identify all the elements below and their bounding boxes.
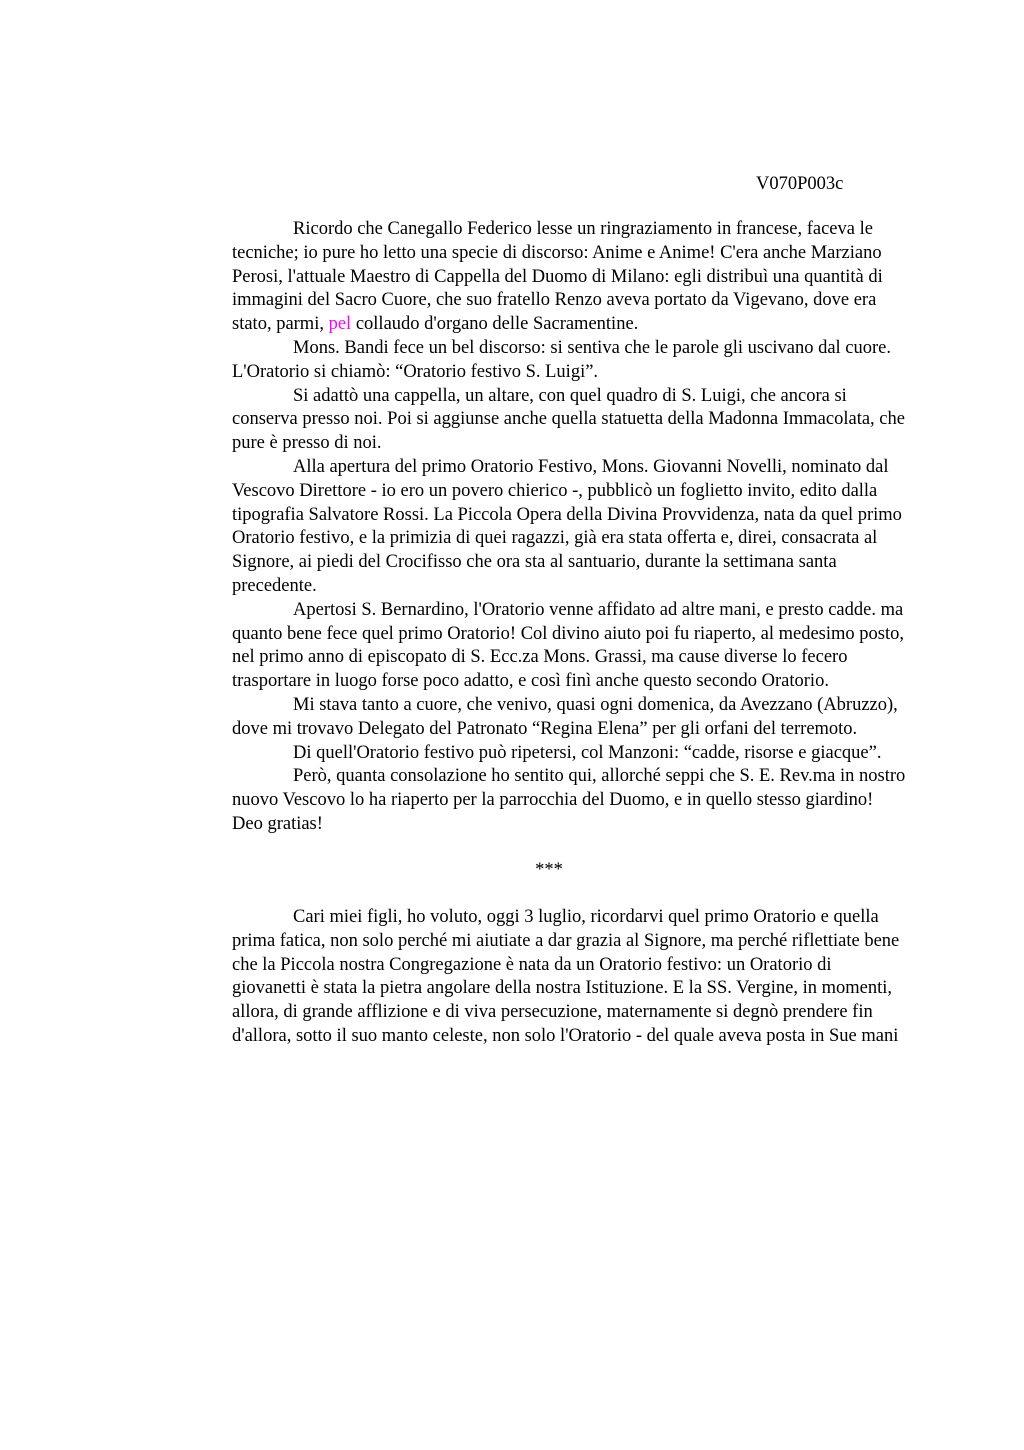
paragraph-2 — [171, 337, 931, 385]
text-line: precedente. — [232, 575, 317, 596]
text-line: tecniche; io pure ho letto una specie di discorso: Anime e Anime! C'era anche Marziano — [232, 242, 882, 263]
paragraph-5 — [171, 599, 931, 694]
text-line: trasportare in luogo forse poco adatto, e così finì anche questo secondo Oratorio. — [232, 671, 829, 692]
text-line: prima fatica, non solo perché mi aiutiate a dar grazia al Signore, ma perché riflettiate bene — [232, 930, 900, 951]
paragraph-4 — [171, 456, 931, 599]
text-line: nuovo Vescovo lo ha riaperto per la parrocchia del Duomo, e in quello stesso giardino! — [232, 790, 874, 811]
text-line: Cari miei figli, ho voluto, oggi 3 luglio, ricordarvi quel primo Oratorio e quella — [293, 907, 879, 927]
text-line: Signore, ai piedi del Crocifisso che ora sta al santuario, durante la settimana santa — [232, 552, 837, 573]
paragraph-3 — [171, 385, 931, 456]
text-block-main — [171, 218, 931, 837]
text-line: Vescovo Direttore - io ero un povero chierico -, pubblicò un foglietto invito, edito dalla — [232, 480, 878, 501]
text-line: d'allora, sotto il suo manto celeste, non solo l'Oratorio - del quale aveva posta in Sue mani — [232, 1025, 899, 1046]
text-line: Di quell'Oratorio festivo può ripetersi, col Manzoni: “cadde, risorse e giacque”. — [293, 742, 882, 763]
section-separator: *** — [535, 860, 563, 880]
text-line: tipografia Salvatore Rossi. La Piccola Opera della Divina Provvidenza, nata da quel primo — [232, 504, 902, 525]
text-line: Perosi, l'attuale Maestro di Cappella del Duomo di Milano: egli distribuì una quantità di — [232, 266, 883, 287]
text-line: giovanetti è stata la pietra angolare della nostra Istituzione. E la SS. Vergine, in momenti, — [232, 978, 893, 999]
text-line: che la Piccola nostra Congregazione è nata da un Oratorio festivo: un Oratorio di — [232, 954, 832, 975]
text-block-closing — [171, 906, 931, 1049]
text-line: nel primo anno di episcopato di S. Ecc.za Mons. Grassi, ma cause diverse lo fecero — [232, 647, 848, 668]
paragraph-6 — [171, 694, 931, 742]
text-line: L'Oratorio si chiamò: “Oratorio festivo S. Luigi”. — [232, 361, 599, 382]
text-line: Ricordo che Canegallo Federico lesse un ringraziamento in francese, faceva le — [293, 219, 873, 239]
text-line — [171, 313, 931, 337]
text-line: Però, quanta consolazione ho sentito qui, allorché seppi che S. E. Rev.ma in nostro — [293, 766, 906, 787]
paragraph-1 — [171, 218, 931, 337]
paragraph-7 — [171, 742, 931, 766]
highlighted-word: pel — [328, 314, 352, 335]
text-line: allora, di grande afflizione e di viva persecuzione, maternamente si degnò prendere fin — [232, 1002, 873, 1023]
text-line: Alla apertura del primo Oratorio Festivo, Mons. Giovanni Novelli, nominato dal — [293, 456, 889, 477]
paragraph-9 — [171, 906, 931, 1049]
text-line: Mi stava tanto a cuore, che venivo, quasi ogni domenica, da Avezzano (Abruzzo), — [293, 694, 898, 715]
document-id: V070P003c — [756, 174, 844, 194]
text-line: Si adattò una cappella, un altare, con quel quadro di S. Luigi, che ancora si — [293, 385, 847, 406]
text-line: pure è presso di noi. — [232, 433, 382, 454]
text-line: Deo gratias! — [232, 813, 323, 834]
text-line: Mons. Bandi fece un bel discorso: si sentiva che le parole gli uscivano dal cuore. — [293, 337, 891, 358]
text-segment: collaudo d'organo delle Sacramentine. — [351, 314, 639, 335]
text-line: Oratorio festivo, e la primizia di quei ragazzi, già era stata offerta e, direi, consacrata al — [232, 528, 878, 549]
text-line: Apertosi S. Bernardino, l'Oratorio venne affidato ad altre mani, e presto cadde. ma — [293, 599, 904, 620]
text-line: dove mi trovavo Delegato del Patronato “Regina Elena” per gli orfani del terremoto. — [232, 718, 858, 739]
text-line: quanto bene fece quel primo Oratorio! Col divino aiuto poi fu riaperto, al medesimo posto, — [232, 623, 904, 644]
paragraph-8 — [171, 765, 931, 836]
text-line: conserva presso noi. Poi si aggiunse anche quella statuetta della Madonna Immacolata, che — [232, 409, 905, 430]
text-segment: stato, parmi, — [232, 314, 329, 335]
text-line: immagini del Sacro Cuore, che suo fratello Renzo aveva portato da Vigevano, dove era — [232, 290, 877, 311]
